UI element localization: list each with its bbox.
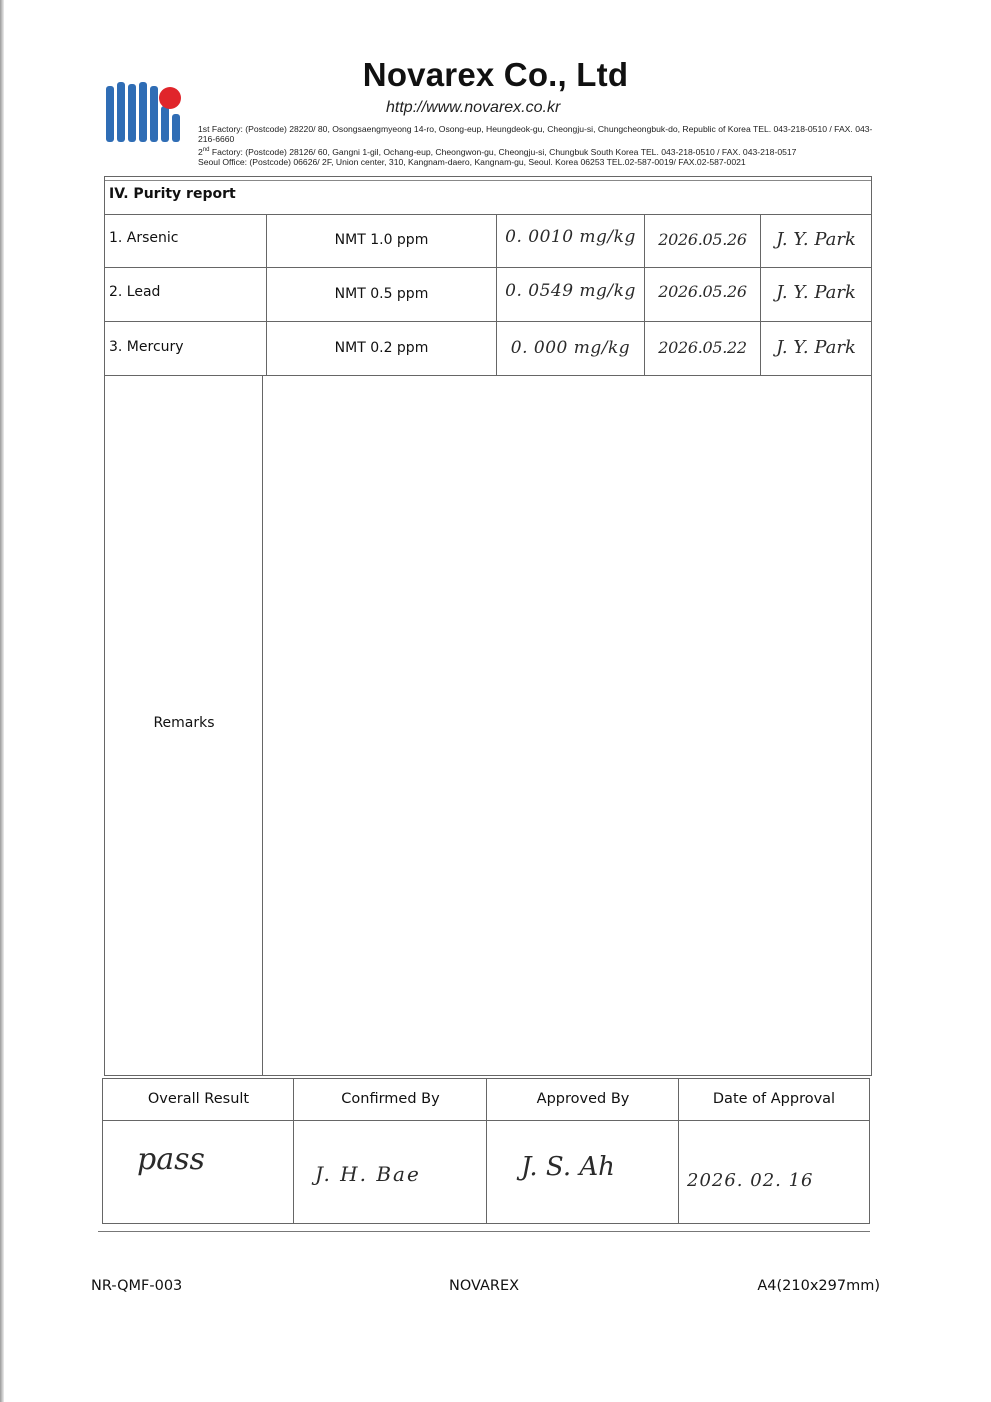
test-item: 3. Mercury xyxy=(109,339,184,355)
overall-result-header: Overall Result xyxy=(147,1091,250,1107)
table-row-arsenic xyxy=(105,214,871,268)
test-item: 1. Arsenic xyxy=(109,230,179,246)
overall-result-value: pass xyxy=(137,1142,205,1177)
purity-report-table xyxy=(104,176,872,1076)
remarks-content xyxy=(267,375,871,1075)
test-item: 2. Lead xyxy=(109,284,161,300)
table-row-lead xyxy=(105,267,871,322)
test-date: 2026.05.26 xyxy=(658,230,747,249)
approval-values-row xyxy=(103,1120,869,1223)
test-result: 0. 000 mg/kg xyxy=(510,338,631,358)
test-result: 0. 0010 mg/kg xyxy=(505,227,636,247)
footer-brand: NOVAREX xyxy=(449,1278,520,1294)
analyst-signature: J. Y. Park xyxy=(776,229,856,250)
footer-rule xyxy=(98,1231,870,1232)
test-spec: NMT 1.0 ppm xyxy=(334,232,429,248)
date-of-approval-header: Date of Approval xyxy=(712,1091,836,1107)
footer-paper-size: A4(210x297mm) xyxy=(757,1278,880,1294)
analyst-signature: J. Y. Park xyxy=(776,337,856,358)
test-result: 0. 0549 mg/kg xyxy=(505,281,636,301)
section-title: IV. Purity report xyxy=(109,186,236,202)
factory1-address: 1st Factory: (Postcode) 28220/ 80, Osongsaengmyeong 14-ro, Osong-eup, Heungdeok-gu, Cheongju-si, Chungcheongbuk-do, Republic of Korea TEL. 043-218-0510 / FAX. 043-216-6660 xyxy=(198,124,873,145)
remarks-row xyxy=(105,375,871,1075)
approved-by-signature: J. S. Ah xyxy=(521,1152,615,1182)
approval-header-row xyxy=(103,1079,869,1121)
factory2-address: 2nd Factory: (Postcode) 28126/ 60, Gangni 1-gil, Ochang-eup, Cheongwon-gu, Cheongju-si, Chungbuk South Korea TEL. 043-218-0510 / FAX. 043-218-0517 xyxy=(198,146,797,157)
table-row-mercury xyxy=(105,321,871,376)
confirmed-by-signature: J. H. Bae xyxy=(315,1162,421,1186)
company-website: http://www.novarex.co.kr xyxy=(386,99,561,116)
footer-doc-code: NR-QMF-003 xyxy=(91,1278,183,1294)
test-spec: NMT 0.2 ppm xyxy=(334,340,429,356)
approval-table xyxy=(102,1078,870,1224)
analyst-signature: J. Y. Park xyxy=(776,282,856,303)
remarks-label: Remarks xyxy=(153,715,215,731)
company-name: Novarex Co., Ltd xyxy=(362,56,629,93)
approved-by-header: Approved By xyxy=(536,1091,630,1107)
seoul-office-address: Seoul Office: (Postcode) 06626/ 2F, Union center, 310, Kangnam-daero, Kangnam-gu, Seoul. Korea 06253 TEL.02-587-0019/ FAX.02-587-0021 xyxy=(198,157,746,168)
company-addresses xyxy=(198,124,878,167)
test-date: 2026.05.26 xyxy=(658,282,747,301)
test-date: 2026.05.22 xyxy=(658,338,747,357)
confirmed-by-header: Confirmed By xyxy=(341,1091,440,1107)
date-of-approval-value: 2026. 02. 16 xyxy=(687,1170,814,1191)
test-spec: NMT 0.5 ppm xyxy=(334,286,429,302)
scan-edge xyxy=(0,0,4,1402)
purity-report-header xyxy=(105,177,871,215)
